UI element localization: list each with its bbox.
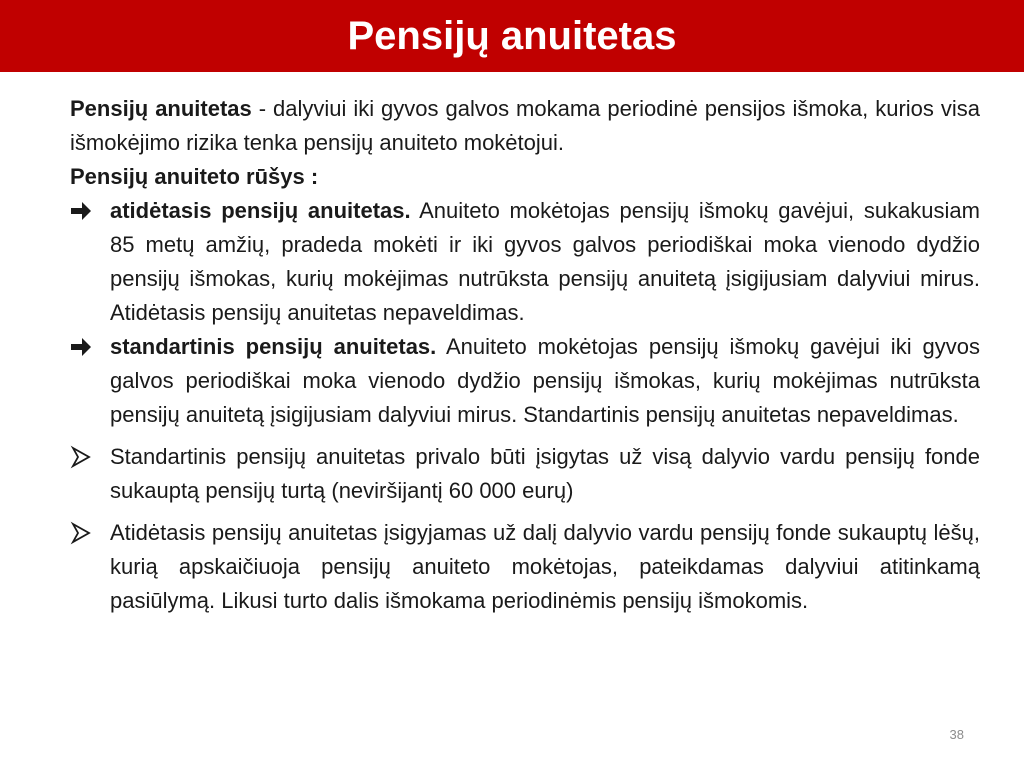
note-item [70,516,980,618]
definition-text: - dalyviui iki gyvos galvos mokama periodinė pensijos išmoka, kurios visa išmokėjimo rizika tenka pensijų anuiteto mokėtojui. [70,96,980,155]
note-text: Standartinis pensijų anuitetas privalo būti įsigytas už visą dalyvio vardu pensijų fonde sukauptą pensijų turtą (neviršijantį 60 000 eurų) [110,444,980,503]
types-heading: Pensijų anuiteto rūšys : [70,164,319,189]
definition-paragraph [70,92,980,160]
definition-term: Pensijų anuitetas [70,96,252,121]
type-text: Anuiteto mokėtojas pensijų išmokų gavėjui iki gyvos galvos periodiškai moka vienodo dydžio pensijų išmokas, kurių mokėjimas nutrūksta pensijų anuitetą įsigijusiam dalyviui mirus. Standartinis pensijų anuitetas nepaveldimas. [110,334,980,427]
type-item-standard [70,330,980,432]
note-text: Atidėtasis pensijų anuitetas įsigyjamas už dalį dalyvio vardu pensijų fonde sukauptų lėšų, kurią apskaičiuoja pensijų anuiteto mokėtojas, pateikdamas dalyviui atitinkamą pasiūlymą. Likusi turto dalis išmokama periodinėmis pensijų išmokomis. [110,520,980,613]
type-text: Anuiteto mokėtojas pensijų išmokų gavėjui, sukakusiam 85 metų amžių, pradeda mokėti ir iki gyvos galvos periodiškai moka vienodo dydžio pensijų išmokas, kurių mokėjimas nutrūksta pensijų anuitetą įsigijusiam dalyviui mirus. Atidėtasis pensijų anuitetas nepaveldimas. [110,198,980,325]
type-item-body [110,194,980,330]
bold-arrow-right-icon [70,330,110,364]
slide-number: 38 [949,727,964,742]
type-term: atidėtasis pensijų anuitetas. [110,198,411,223]
slide-title: Pensijų anuitetas [347,13,677,58]
type-term: standartinis pensijų anuitetas. [110,334,437,359]
note-item [70,440,980,508]
type-item-deferred [70,194,980,330]
bold-arrow-right-icon [70,194,110,228]
type-item-body [110,330,980,432]
title-bar [0,0,1024,72]
outline-arrowhead-icon [70,440,110,474]
outline-arrowhead-icon [70,516,110,550]
slide-content [70,92,980,618]
